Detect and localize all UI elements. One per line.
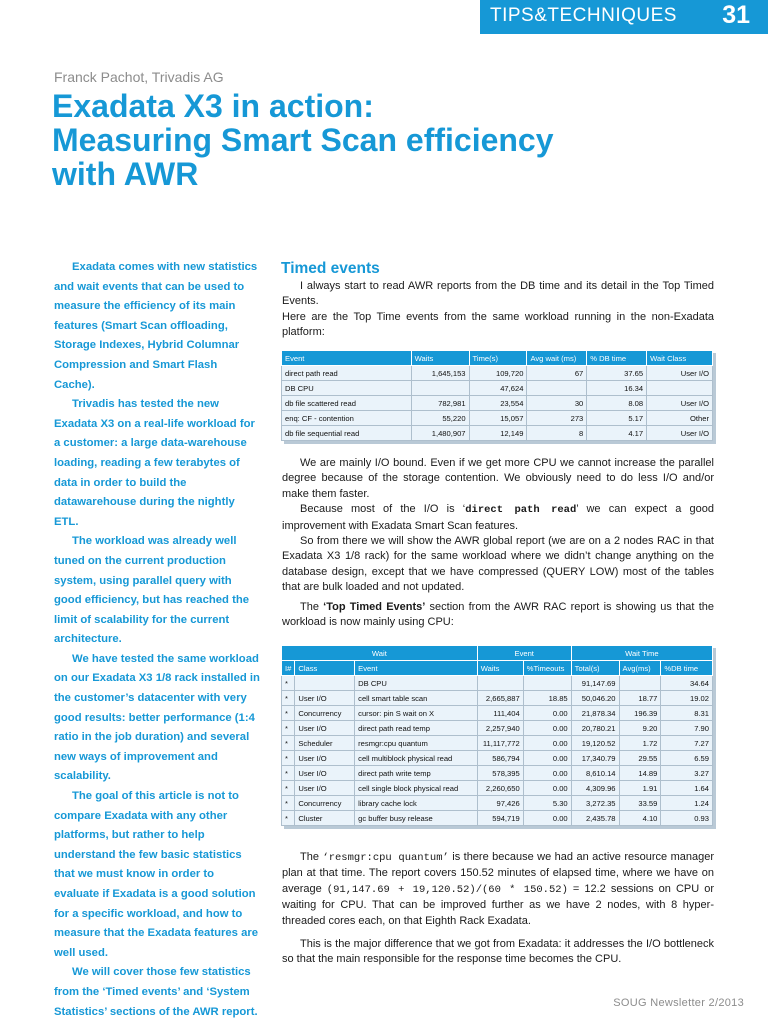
table-cell: gc buffer busy release — [355, 811, 478, 826]
table-cell: 97,426 — [477, 796, 523, 811]
table-cell: 91,147.69 — [571, 676, 619, 691]
table-cell: cell multiblock physical read — [355, 751, 478, 766]
table-cell: 5.17 — [587, 411, 647, 426]
body-paragraph: This is the major difference that we got from Exadata: it addresses the I/O bottleneck so that the main responsible for the response time becomes the CPU. — [282, 938, 714, 966]
table-cell: db file sequential read — [282, 426, 412, 441]
table-cell: 782,981 — [411, 396, 469, 411]
table-cell: User I/O — [295, 766, 355, 781]
body-block-2 — [282, 456, 714, 596]
intro-paragraph: The goal of this article is not to compare Exadata with any other platforms, but rather to help understand the few basic statistics that we must know in order to evaluate if Exadata is a good solution for a specific workload, and how to measure that the Exadata features are well used. — [54, 790, 259, 959]
table-cell: enq: CF - contention — [282, 411, 412, 426]
table-row — [282, 796, 713, 811]
table-cell: 21,878.34 — [571, 706, 619, 721]
table-cell: 18.85 — [523, 691, 571, 706]
table-cell: 7.27 — [661, 736, 713, 751]
table-cell: 8,610.14 — [571, 766, 619, 781]
text-run: = 12.2 sessions on CPU or waiting for CPU. That can be improved further as we have 2 nodes, with 8 hyper-threaded cores each, on that Eighth Rack Exadata. — [282, 882, 714, 927]
body-paragraph: We are mainly I/O bound. Even if we get more CPU we cannot increase the parallel degree because of the storage contention. We obviously need to do less I/O and/or make them faster. — [282, 457, 714, 500]
table-group-header-row — [282, 646, 713, 661]
table-cell: 33.59 — [619, 796, 661, 811]
text-run: The — [300, 601, 324, 613]
table-row — [282, 706, 713, 721]
table-cell: 586,794 — [477, 751, 523, 766]
body-block-1 — [282, 279, 714, 341]
table-cell: 23,554 — [469, 396, 527, 411]
column-header: Waits — [411, 351, 469, 366]
table-row — [282, 781, 713, 796]
table-cell: * — [282, 781, 295, 796]
table-row — [282, 751, 713, 766]
table-cell: * — [282, 796, 295, 811]
table-cell: Scheduler — [295, 736, 355, 751]
page-number: 31 — [722, 1, 750, 29]
column-header: Total(s) — [571, 661, 619, 676]
table-row — [282, 381, 713, 396]
body-paragraph: I always start to read AWR reports from the DB time and its detail in the Top Timed Events. — [282, 280, 714, 308]
column-header: %Timeouts — [523, 661, 571, 676]
column-header: Class — [295, 661, 355, 676]
group-header-event: Event — [477, 646, 571, 661]
group-header-wait: Wait — [282, 646, 478, 661]
table-row — [282, 736, 713, 751]
table-cell: 5.30 — [523, 796, 571, 811]
table-cell: * — [282, 706, 295, 721]
table-cell: * — [282, 691, 295, 706]
table-row — [282, 396, 713, 411]
text-run: Because most of the I/O is ‘ — [300, 503, 466, 516]
table-cell: 0.00 — [523, 736, 571, 751]
title-line-2: Measuring Smart Scan efficiency — [52, 122, 554, 158]
column-header: Event — [282, 351, 412, 366]
top-events-table-non-exadata — [281, 350, 713, 441]
table-cell: direct path read — [282, 366, 412, 381]
table-cell: 11,117,772 — [477, 736, 523, 751]
column-header: Wait Class — [647, 351, 713, 366]
text-run: section from the AWR RAC report is showing us that the workload is now mainly using CPU: — [282, 601, 714, 629]
table-cell — [647, 381, 713, 396]
table-cell: 15,057 — [469, 411, 527, 426]
table-cell: * — [282, 811, 295, 826]
table-cell: cursor: pin S wait on X — [355, 706, 478, 721]
table-cell: resmgr:cpu quantum — [355, 736, 478, 751]
intro-paragraph: Trivadis has tested the new Exadata X3 on a real-life workload for a customer: a large data-warehouse loading, reading a few terabytes of data in order to build the datawarehouse during the nightly ETL. — [54, 398, 255, 528]
body-block-4 — [282, 850, 714, 929]
column-header: % DB time — [587, 351, 647, 366]
table-cell: 0.00 — [523, 811, 571, 826]
table-cell — [477, 676, 523, 691]
table-cell: 17,340.79 — [571, 751, 619, 766]
table-cell: 12,149 — [469, 426, 527, 441]
table-cell: 109,720 — [469, 366, 527, 381]
table-cell: 1,645,153 — [411, 366, 469, 381]
table-cell: DB CPU — [355, 676, 478, 691]
intro-paragraph: Exadata comes with new statistics and wait events that can be used to measure the efficiency of its main features (Smart Scan offloading, Storage Indexes, Hybrid Columnar Compression and Smart Flash Cache). — [54, 261, 258, 391]
section-label: TIPS&TECHNIQUES — [490, 5, 677, 26]
column-header: I# — [282, 661, 295, 676]
table-cell: 16.34 — [587, 381, 647, 396]
table-cell: cell smart table scan — [355, 691, 478, 706]
table-cell: User I/O — [647, 366, 713, 381]
article-title — [52, 89, 732, 191]
table-cell — [527, 381, 587, 396]
table-cell: 196.39 — [619, 706, 661, 721]
table-cell: 0.00 — [523, 751, 571, 766]
body-paragraph: Here are the Top Time events from the same workload running in the non-Exadata platform: — [282, 310, 714, 339]
table-header-row — [282, 661, 713, 676]
table-cell: 1,480,907 — [411, 426, 469, 441]
table-cell: 14.89 — [619, 766, 661, 781]
table-cell: Concurrency — [295, 796, 355, 811]
table-cell: 111,404 — [477, 706, 523, 721]
title-line-1: Exadata X3 in action: — [52, 88, 374, 124]
table-cell: 0.00 — [523, 721, 571, 736]
intro-paragraph: The workload was already well tuned on the current production system, using parallel query with good efficiency, but has reached the limit of scalability for the current architecture. — [54, 535, 250, 646]
table-cell: cell single block physical read — [355, 781, 478, 796]
table-cell: User I/O — [295, 721, 355, 736]
table-cell: 8 — [527, 426, 587, 441]
table-cell: 67 — [527, 366, 587, 381]
table-cell: 1.24 — [661, 796, 713, 811]
bold-text: ‘Top Timed Events’ — [323, 601, 426, 613]
body-block-5 — [282, 937, 714, 968]
table-cell: 29.55 — [619, 751, 661, 766]
table-cell: 50,046.20 — [571, 691, 619, 706]
table-cell: 19,120.52 — [571, 736, 619, 751]
table-cell: 37.65 — [587, 366, 647, 381]
table-row — [282, 366, 713, 381]
intro-paragraph: We will cover those few statistics from the ‘Timed events’ and ‘System Statistics’ sections of the AWR report. — [54, 966, 258, 1018]
table-cell: 30 — [527, 396, 587, 411]
table-row — [282, 426, 713, 441]
table-cell: 2,665,887 — [477, 691, 523, 706]
article-author: Franck Pachot, Trivadis AG — [54, 69, 224, 85]
table-cell: 34.64 — [661, 676, 713, 691]
table-cell: 2,257,940 — [477, 721, 523, 736]
table-cell: 19.02 — [661, 691, 713, 706]
table-cell: 6.59 — [661, 751, 713, 766]
table-row — [282, 411, 713, 426]
group-header-wait-time: Wait Time — [571, 646, 712, 661]
table-cell: 47,624 — [469, 381, 527, 396]
title-line-3: with AWR — [52, 156, 199, 192]
table-cell: * — [282, 736, 295, 751]
table-cell: DB CPU — [282, 381, 412, 396]
table-cell: 9.20 — [619, 721, 661, 736]
column-header: Time(s) — [469, 351, 527, 366]
table-cell: 3.27 — [661, 766, 713, 781]
table-cell: 4.10 — [619, 811, 661, 826]
table-cell: 1.64 — [661, 781, 713, 796]
table-header-row — [282, 351, 713, 366]
table-cell: * — [282, 766, 295, 781]
table-cell: User I/O — [647, 396, 713, 411]
section-header-bar — [480, 0, 768, 34]
table-cell: Other — [647, 411, 713, 426]
table-cell: 273 — [527, 411, 587, 426]
table-cell: User I/O — [295, 751, 355, 766]
column-header: Event — [355, 661, 478, 676]
body-block-3 — [282, 600, 714, 631]
body-paragraph — [282, 600, 714, 631]
table-cell: 8.31 — [661, 706, 713, 721]
table-cell: direct path read temp — [355, 721, 478, 736]
table-cell: library cache lock — [355, 796, 478, 811]
section-heading-timed-events: Timed events — [281, 260, 380, 277]
top-timed-events-rac-table — [281, 645, 713, 826]
table-cell: * — [282, 676, 295, 691]
inline-code: direct path read — [465, 504, 577, 517]
intro-column — [54, 258, 260, 1022]
table-cell: Cluster — [295, 811, 355, 826]
table-cell: 1.72 — [619, 736, 661, 751]
table-cell: db file scattered read — [282, 396, 412, 411]
body-paragraph: So from there we will show the AWR global report (we are on a 2 nodes RAC in that Exadata X3 1/8 rack) for the same workload where we didn’t change anything on the database design, except that we have compressed (QUERY LOW) most of the tables that are bulk loaded and not updated. — [282, 535, 714, 594]
inline-code: (91,147.69 + 19,120.52)/(60 * 150.52) — [326, 883, 568, 896]
table-cell: 20,780.21 — [571, 721, 619, 736]
body-paragraph — [282, 850, 714, 929]
table-cell: 2,260,650 — [477, 781, 523, 796]
table-cell: 55,220 — [411, 411, 469, 426]
table-row — [282, 676, 713, 691]
text-run: The — [300, 851, 323, 863]
table-cell: direct path write temp — [355, 766, 478, 781]
column-header: Avg wait (ms) — [527, 351, 587, 366]
table-cell: 8.08 — [587, 396, 647, 411]
table-cell: 7.90 — [661, 721, 713, 736]
table-cell: 578,395 — [477, 766, 523, 781]
inline-code: ‘resmgr:cpu quantum’ — [322, 852, 449, 864]
table-cell: Concurrency — [295, 706, 355, 721]
table-cell: User I/O — [647, 426, 713, 441]
table-cell: 0.00 — [523, 706, 571, 721]
table-cell — [523, 676, 571, 691]
table-row — [282, 811, 713, 826]
intro-paragraph: We have tested the same workload on our Exadata X3 1/8 rack installed in the customer’s datacenter with very good results: better performance (1:4 ratio in the job duration) and several new ways of improvement and scalability. — [54, 652, 260, 783]
table-row — [282, 766, 713, 781]
table-cell — [295, 676, 355, 691]
table-cell: 0.93 — [661, 811, 713, 826]
table-cell: 1.91 — [619, 781, 661, 796]
table-cell: User I/O — [295, 691, 355, 706]
table-cell: * — [282, 721, 295, 736]
table-cell: 0.00 — [523, 781, 571, 796]
column-header: %DB time — [661, 661, 713, 676]
table-cell: User I/O — [295, 781, 355, 796]
column-header: Waits — [477, 661, 523, 676]
column-header: Avg(ms) — [619, 661, 661, 676]
table-cell: 2,435.78 — [571, 811, 619, 826]
table-row — [282, 721, 713, 736]
footer-publication: SOUG Newsletter 2/2013 — [613, 997, 744, 1009]
table-cell: 4,309.96 — [571, 781, 619, 796]
table-cell: 3,272.35 — [571, 796, 619, 811]
text-run: is there because we had an active resource manager plan at that time. The report covers 150.52 minutes of elapsed time, where we have on average — [282, 851, 714, 895]
table-row — [282, 691, 713, 706]
text-run: ’ we can expect a good improvement with Exadata Smart Scan features. — [282, 503, 714, 532]
table-cell — [411, 381, 469, 396]
table-cell: 18.77 — [619, 691, 661, 706]
table-cell: 4.17 — [587, 426, 647, 441]
table-cell: 594,719 — [477, 811, 523, 826]
body-paragraph — [282, 502, 714, 534]
table-cell: * — [282, 751, 295, 766]
table-cell — [619, 676, 661, 691]
table-cell: 0.00 — [523, 766, 571, 781]
